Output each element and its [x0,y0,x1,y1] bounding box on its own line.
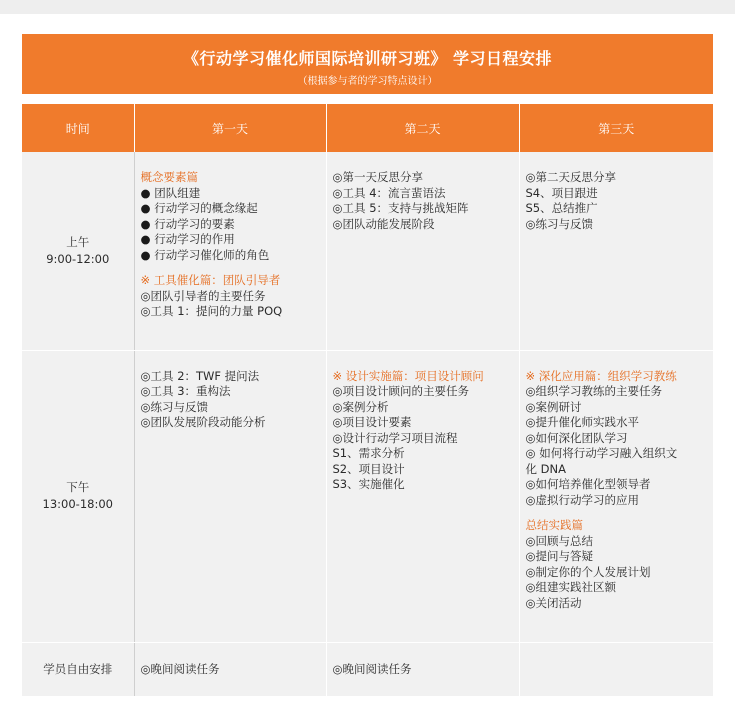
list-item: ◎练习与反馈 [525,216,594,231]
morning-row [22,152,713,350]
list-item: S2、项目设计 [332,461,405,476]
schedule-table [22,104,713,696]
afternoon-day1-content [135,351,326,431]
list-item: ◎ 如何将行动学习融入组织文 [525,446,678,460]
list-item: ◎案例分析 [332,399,389,414]
morning-day3-cell [519,152,713,350]
header-day1: 第一天 [134,104,326,152]
list-item: ◎练习与反馈 [140,399,209,414]
morning-label: 上午 [66,234,90,249]
list-item: ◎第二天反思分享 [525,170,617,184]
list-item: ◎制定你的个人发展计划 [525,564,651,579]
header-time: 时间 [22,104,134,152]
bullet-item: ● 行动学习催化师的角色 [141,248,318,264]
section-title: ※ 工具催化篇：团队引导者 [140,273,281,287]
afternoon-label: 下午 [66,480,90,494]
afternoon-day2-content [327,351,519,493]
list-item: S3、实施催化 [332,477,405,491]
bullet-item: ● 行动学习的概念缘起 [141,201,318,217]
list-item: 化 DNA [525,461,566,476]
section-title: ※ 深化应用篇：组织学习教练 [525,368,677,383]
free-label-cell [22,642,134,696]
list-item: S5、总结推广 [525,201,598,215]
header-day2: 第二天 [326,104,519,152]
morning-day2-content [327,152,519,232]
list-item: ◎回顾与总结 [525,533,594,548]
free-day2-cell [326,642,519,696]
afternoon-day1-cell [134,350,326,642]
list-item: S1、需求分析 [332,446,405,460]
afternoon-day2-cell [326,350,519,642]
free-day1: ◎晚间阅读任务 [140,662,220,677]
list-item: ◎项目设计要素 [332,415,412,429]
list-item: ◎团队发展阶段动能分析 [140,415,266,429]
header-day3: 第三天 [519,104,713,152]
morning-day1-cell [134,152,326,350]
free-day1-cell [134,642,326,696]
list-item: ◎如何深化团队学习 [525,430,628,445]
header-row [22,104,713,152]
page-title: 《行动学习催化师国际培训研习班》 学习日程安排 [182,49,553,68]
list-item: ◎提升催化师实践水平 [525,415,640,429]
title-banner [22,34,713,94]
list-item: ◎如何培养催化型领导者 [525,477,651,491]
morning-day1-content [135,152,326,320]
list-item: ◎案例研讨 [525,399,582,414]
free-day3-cell [519,642,713,696]
afternoon-day3-content [520,351,714,612]
page-subtitle: （根据参与者的学习特点设计） [297,76,438,87]
list-item: ◎提问与答疑 [525,549,594,563]
bullet-item: ● 行动学习的要素 [141,217,318,233]
section-title: 概念要素篇 [140,170,198,184]
morning-day2-cell [326,152,519,350]
list-item: ◎工具 3：重构法 [140,384,231,398]
top-strip [0,0,735,14]
free-row [22,642,713,696]
list-item: ◎设计行动学习项目流程 [332,430,458,445]
list-item: S4、项目跟进 [525,185,598,200]
list-item: ◎工具 1：提问的力量 POQ [140,304,283,318]
free-day2: ◎晚间阅读任务 [332,662,412,677]
afternoon-day3-cell [519,350,713,642]
list-item: ◎工具 2：TWF 提问法 [140,368,260,383]
free-label: 学员自由安排 [43,661,113,676]
section-title: ※ 设计实施篇：项目设计顾问 [332,368,484,383]
list-item: ◎工具 5：支持与挑战矩阵 [332,201,469,215]
afternoon-time-cell [22,350,134,642]
list-item: ◎虚拟行动学习的应用 [525,492,640,507]
list-item: ◎工具 4：流言蜚语法 [332,185,446,200]
morning-time-cell [22,152,134,350]
afternoon-row [22,350,713,642]
list-item: ◎关闭活动 [525,595,582,610]
list-item: ◎团队引导者的主要任务 [140,288,266,303]
bullet-item: ● 行动学习的作用 [141,232,318,248]
list-item: ◎第一天反思分享 [332,170,424,184]
morning-range: 9:00-12:00 [46,251,110,266]
list-item: ◎组建实践社区额 [525,580,617,594]
list-item: ◎项目设计顾问的主要任务 [332,384,470,398]
bullet-item: ● 团队组建 [141,186,318,202]
list-item: ◎团队动能发展阶段 [332,216,435,231]
afternoon-range: 13:00-18:00 [42,497,113,511]
list-item: ◎组织学习教练的主要任务 [525,384,663,398]
morning-day3-content [520,152,714,232]
section-title: 总结实践篇 [525,518,583,532]
